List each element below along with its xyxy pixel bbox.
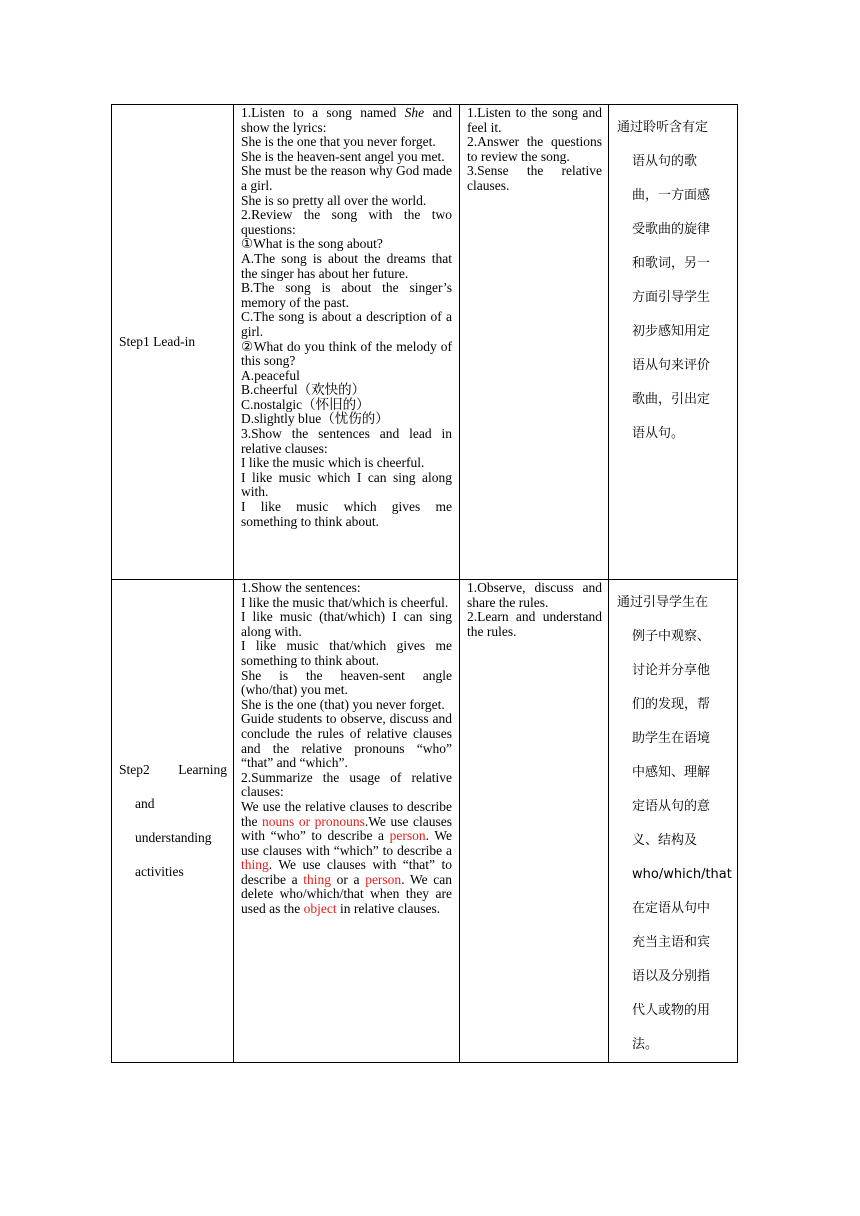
step-title-line: activities (135, 864, 184, 879)
purpose-line: 语从句。 (632, 426, 685, 441)
student-line: 2.Answer the questions to review the song. (467, 134, 602, 164)
teacher-line: Guide students to observe, discuss and conclude the rules of relative clauses and the relative pronouns “who” “that” and “which”. (241, 711, 452, 771)
teacher-line: I like the music which is cheerful. (241, 455, 425, 471)
teacher-line: She is the one that you never forget. (241, 134, 436, 150)
teacher-line: 1.Show the sentences: (241, 580, 361, 595)
step-cell (112, 105, 234, 580)
teacher-line: C.The song is about a description of a girl. (241, 309, 452, 339)
lesson-plan-table (111, 104, 738, 1063)
teacher-line: She is the heaven-sent angel you met. (241, 148, 445, 164)
purpose-line: 曲，一方面感 (632, 188, 711, 203)
teacher-line: She is so pretty all over the world. (241, 192, 427, 208)
teacher-line: 1.Listen to a song named She and show the lyrics: (241, 105, 452, 135)
purpose-line: 法。 (632, 1037, 659, 1052)
teacher-line: I like music that/which gives me something to think about. (241, 638, 452, 668)
teacher-line: She is the one (that) you never forget. (241, 696, 445, 712)
purpose-line: 定语从句的意 (632, 799, 711, 814)
teacher-line: A.The song is about the dreams that the singer has about her future. (241, 250, 452, 281)
purpose-line: 义、结构及 (632, 833, 698, 848)
keyword: thing (241, 857, 269, 873)
teacher-line: I like the music that/which is cheerful. (241, 594, 449, 610)
step-title-line: understanding (135, 830, 212, 845)
keyword: object (303, 901, 337, 917)
teacher-line: 3.Show the sentences and lead in relative clauses: (241, 426, 452, 456)
teacher-line: 2.Summarize the usage of relative clauses: (241, 769, 452, 800)
purpose-line: 歌曲，引出定 (632, 392, 711, 407)
purpose-line: 初步感知用定 (632, 324, 711, 339)
keyword: person (389, 828, 426, 844)
purpose-line: 语从句来评价 (632, 358, 711, 373)
teacher-line: A.peaceful (241, 367, 300, 383)
purpose-line: 语从句的歌 (632, 154, 698, 169)
teacher-line: ②What do you think of the melody of this song? (241, 338, 452, 369)
teacher-line: I like music which gives me something to think about. (241, 499, 452, 529)
purpose-line: 方面引导学生 (632, 290, 711, 305)
purpose-line: 通过聆听含有定 (617, 120, 709, 135)
student-line: 3.Sense the relative clauses. (467, 163, 602, 193)
purpose-line: 们的发现，帮 (632, 697, 711, 712)
purpose-line: 中感知、理解 (632, 765, 711, 780)
teacher-line: I like music (that/which) I can sing along with. (241, 609, 452, 639)
student-activities-cell (460, 105, 609, 580)
teacher-line: I like music which I can sing along with. (241, 469, 452, 500)
purpose-line: 代人或物的用 (632, 1003, 711, 1018)
purpose-line: 语以及分别指 (632, 969, 711, 984)
teacher-line: She must be the reason why God made a girl. (241, 163, 452, 193)
step-title: Step1 Lead-in (119, 334, 196, 349)
purpose-line: 在定语从句中 (632, 901, 711, 916)
student-line: 1.Listen to the song and feel it. (467, 105, 602, 135)
keyword: person (365, 871, 402, 887)
teacher-activities-cell (234, 580, 460, 1063)
purpose-line: 通过引导学生在 (617, 595, 709, 610)
purpose-line: who/which/that (632, 867, 732, 882)
student-line: 1.Observe, discuss and share the rules. (467, 580, 602, 610)
keyword: thing (303, 871, 332, 887)
purpose-line: 充当主语和宾 (632, 935, 711, 950)
step-title-line: and (135, 796, 155, 811)
teacher-line: 2.Review the song with the two questions: (241, 207, 452, 237)
teacher-line: She is the heaven-sent angle (who/that) you met. (241, 667, 452, 698)
purpose-line: 助学生在语境 (632, 731, 711, 746)
teacher-activities-cell (234, 105, 460, 580)
teacher-line: B.cheerful（欢快的） (241, 382, 366, 398)
student-line: 2.Learn and understand the rules. (467, 609, 602, 639)
teacher-line: ①What is the song about? (241, 236, 383, 252)
table-row-step2 (112, 580, 738, 1063)
purpose-line: 和歌词，另一 (632, 256, 711, 271)
teacher-line: D.slightly blue（忧伤的） (241, 411, 389, 427)
teacher-line: B.The song is about the singer’s memory of the past. (241, 280, 452, 310)
keyword: nouns or pronouns (262, 813, 365, 829)
usage-summary: We use the relative clauses to describe the nouns or pronouns.We use clauses with “who” to describe a person. We use clauses with “which” to describe a thing. We use clauses with “that” to describe a thing or a person. We can delete who/which/that when they are used as the object in relative clauses. (241, 798, 452, 917)
purpose-cell (609, 580, 738, 1063)
purpose-line: 讨论并分享他 (632, 663, 711, 678)
teacher-line: C.nostalgic（怀旧的） (241, 396, 370, 412)
step-cell (112, 580, 234, 1063)
purpose-line: 例子中观察、 (632, 629, 711, 644)
table-row-step1 (112, 105, 738, 580)
student-activities-cell (460, 580, 609, 1063)
purpose-line: 受歌曲的旋律 (632, 222, 711, 237)
step-title: Step2 Learning (119, 762, 227, 777)
purpose-cell (609, 105, 738, 580)
